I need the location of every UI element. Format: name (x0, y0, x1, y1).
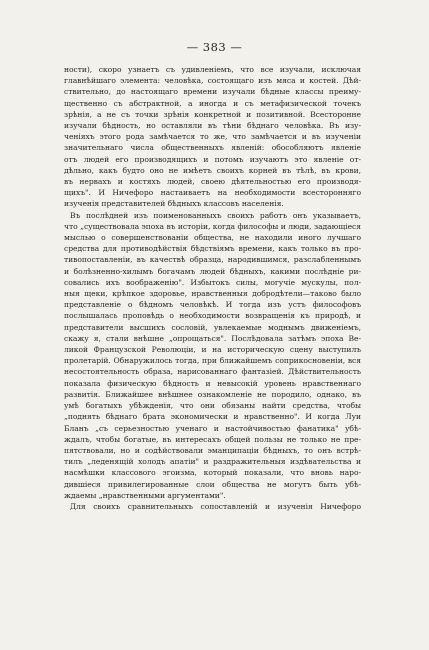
text-line: средства для противодѣйствія бѣдствіямъ времени, какъ только въ про- (64, 244, 361, 254)
text-line: ности), скоро узнаетъ съ удивленіемъ, что все изучали, исключая (64, 65, 361, 74)
text-line: пролетарій. Обнаружилось тогда, при ближайшемъ соприкосновеніи, вся (64, 356, 361, 366)
text-line: совались ихъ воображенію". Избытокъ силы, могучіе мускулы, пол- (64, 277, 361, 287)
text-line: изученія представителей бѣдныхъ классовъ населенія. (64, 199, 284, 209)
text-line: несостоятельность образа, нарисованнаго фантазіей. Дѣйствительность (64, 367, 361, 377)
text-line: насмѣшки классового эгоизма, который показали, что вновь наро- (64, 468, 361, 478)
text-line: мыслью о совершенствованіи общества, не находили иного лучшаго (64, 233, 361, 243)
text-line: въ нервахъ и костяхъ людей, своею дѣятельностью его производя- (64, 177, 361, 187)
text-line: дѣльно, какъ будто оно не имѣетъ своихъ корней въ тѣлѣ, въ крови, (64, 165, 361, 175)
text-line: послышалась проповѣдь о необходимости возвращенія къ природѣ, и (64, 311, 361, 321)
text-line: зрѣнія, а не съ точки зрѣнія конкретной и позитивной. Всесторонне (64, 109, 361, 119)
text-line: ждаемы „нравственными аргументами". (64, 490, 226, 500)
body-text (64, 64, 361, 512)
text-line: ликой Французской Революціи, и на историческую сцену выступилъ (64, 345, 361, 355)
text-line: ченіяхъ этого рода замѣчается то же, что замѣчается и въ изученіи (64, 132, 361, 142)
text-line: и болѣзненно-хилымъ богачамъ людей бѣдныхъ, какими послѣдніе ри- (64, 266, 361, 276)
text-line: развитія. Ближайшее внѣшнее ознакомленіе не породило, однако, въ (64, 389, 361, 399)
text-line: ждалъ, чтобы богатые, въ интересахъ общей пользы не только не пре- (64, 434, 361, 444)
page-number: — 383 — (186, 40, 243, 54)
text-line: тилъ „леденящій холодъ апатіи" и раздражительныя издѣвательства и (64, 457, 361, 467)
text-line: изучали бѣдность, но оставляли въ тѣни бѣднаго человѣка. Въ изу- (64, 121, 361, 131)
text-line: умѣ богатыхъ убѣжденія, что они обязаны найти средства, чтобы (64, 401, 361, 411)
text-line: тивопоставленіи, въ качествѣ образца, народившимся, разслабленнымъ (64, 255, 361, 265)
text-line: главнѣйшаго элемента: человѣка, состоящаго изъ мяса и костей. Дѣй- (64, 76, 361, 86)
text-line: пятствовали, но и содѣйствовали эманципаціи бѣдныхъ, то онъ встрѣ- (64, 445, 361, 455)
text-line: „поднять бѣднаго брата экономически и нравственно". И когда Луи (64, 412, 361, 422)
text-line: щественно съ абстрактной, а иногда и съ метафизической точекъ (64, 98, 361, 108)
text-line: Бланъ „съ серьезностью ученаго и настойчивостью фанатика" убѣ- (64, 423, 361, 433)
text-line: скажу я, стали внѣшне „опрощаться". Послѣдовала затѣмъ эпоха Ве- (64, 333, 361, 343)
text-line: отъ людей его производящихъ и потомъ изучаютъ это явленіе от- (64, 154, 361, 164)
text-line: что „существовала эпоха въ исторіи, когда философы и люди, задающіеся (64, 221, 361, 231)
text-line: дившіеся привилегированные слои общества не могутъ быть убѣ- (64, 479, 361, 489)
text-line: значительнаго числа общественныхъ явленій: обособляютъ явленіе (64, 143, 361, 153)
text-line: показала физическую бѣдность и невысокій уровень нравственнаго (64, 378, 361, 388)
text-line: ныя щеки, крѣпкое здоровье, нравственныя добродѣтели—таково было (64, 289, 361, 299)
text-line: Въ послѣдней изъ поименованныхъ своихъ работъ онъ указываетъ, (70, 210, 361, 220)
text-line: ствительно, до настоящаго времени изучали бѣдные классы преиму- (64, 87, 361, 97)
text-line: щихъ". И Ничефоро настаиваетъ на необходимости всесторонняго (64, 188, 361, 198)
text-line: представленіе о бѣдномъ человѣкѣ. И тогда изъ устъ философовъ (64, 300, 361, 310)
text-line: Для своихъ сравнительныхъ сопоставленій и изученія Ничефоро (70, 501, 361, 511)
text-line: представители высшихъ сословій, увлекаемые моднымъ движеніемъ, (64, 322, 361, 332)
